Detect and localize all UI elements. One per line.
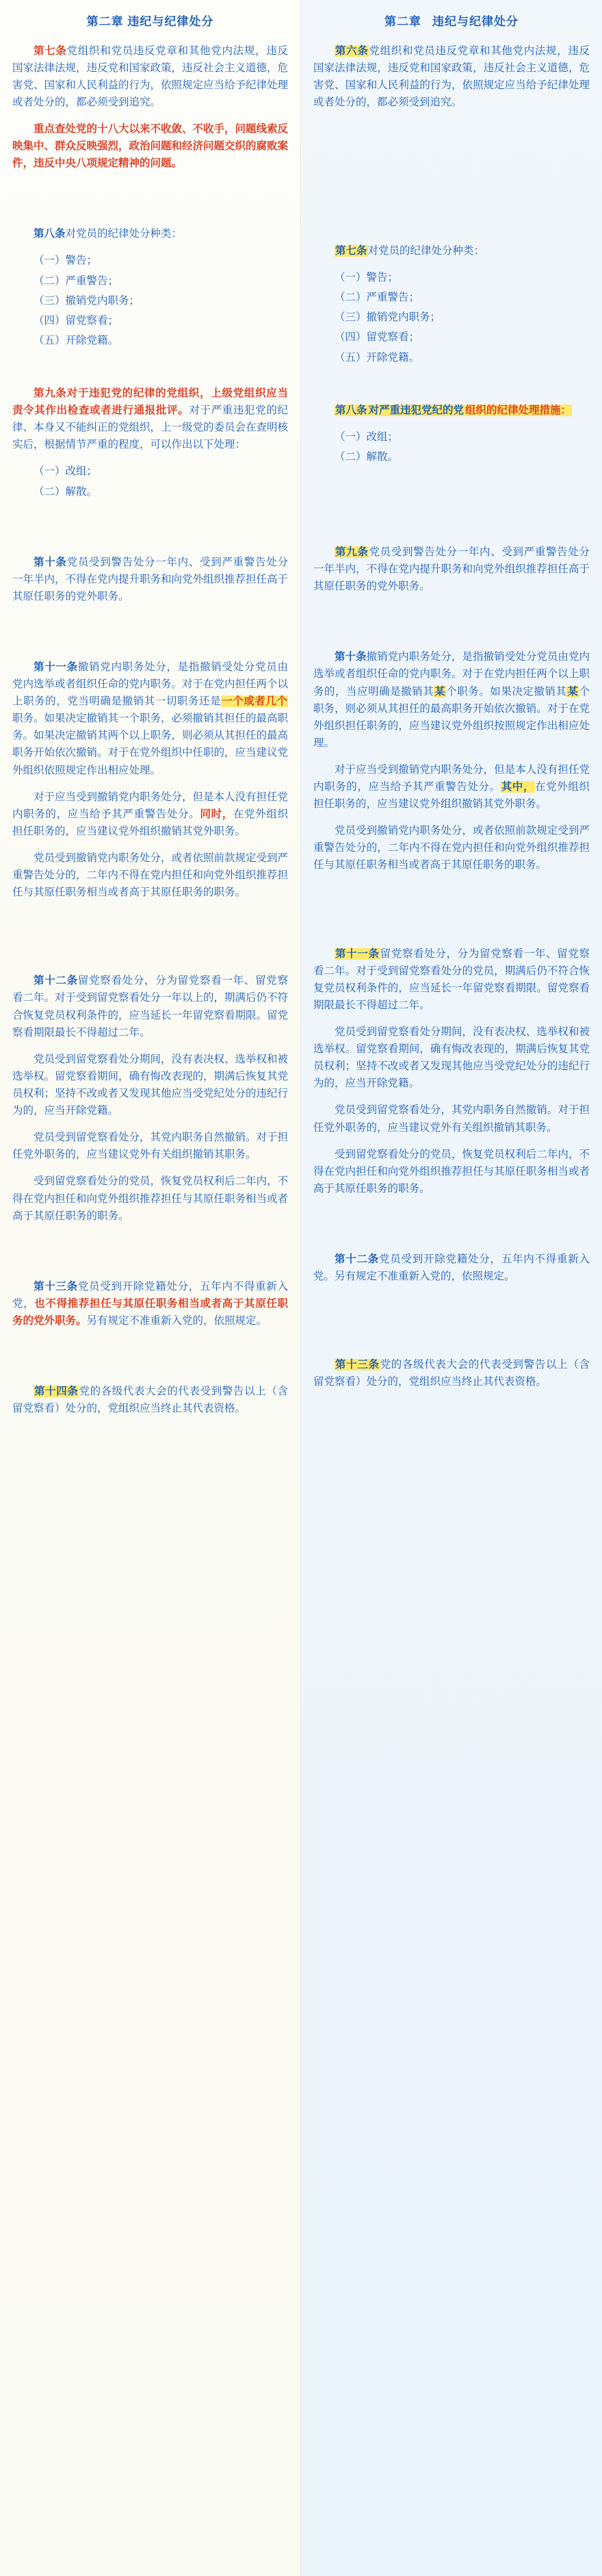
article-body: 党员受到警告处分一年内、受到严重警告处分一年半内，不得在党内提升职务和向党外组织推荐担任高于其原任职务的党外职务。 [12,556,289,602]
spacer [313,129,590,164]
article-body-b: 另有规定不准重新入党的，依照规定。 [86,1315,267,1327]
article-block-left-14 [12,1383,288,1417]
spacer [12,1347,288,1383]
article-body: 对于严重违犯党的纪律、本身又不能纠正的党组织，上一级党的委员会在查明核实后，根据情节严重的程度，可以作出以下处理： [12,405,289,451]
article-body: 党的各级代表大会的代表受到警告以上（含留党察看）处分的，党组织应当终止其代表资格。 [313,1359,590,1388]
article-right-6 [313,42,590,111]
article-right-11-p2: 党员受到留党察看处分期间，没有表决权、选举权和被选举权。留党察看期间，确有悔改表现的，期满后恢复其党员权利；坚持不改或者又发现其他应当受党纪处分的违纪行为的，应当开除党籍。 [313,1026,590,1090]
article-left-11-p3: 党员受到撤销党内职务处分，或者依照前款规定受到严重警告处分的，二年内不得在党内担任和向党外组织推荐担任与其原任职务相当或者高于其原任职务的职务。 [12,852,289,899]
chapter-label: 第二章 [384,15,421,28]
spacer [313,200,590,235]
article-left-10 [12,554,288,605]
article-body-a: 撤销党内职务处分，是指撤销受处分党员由党内选举或者组织任命的党内职务。对于在党内担任两个以上职务的，党当明确是撤销其一切职务还是 [12,661,289,708]
list-item: （二）解散。 [335,450,399,463]
article-number-highlight: 第八条 [335,404,367,416]
article-lead-a: 对严重违犯党纪的党 [368,404,464,416]
article-block-right-13 [313,1356,590,1390]
article-body-b: 在党外组织担任职务的，应当建议党外组织撤销其党外职务。 [313,781,590,811]
spacer [313,928,590,945]
list-item: （一）警告； [335,272,399,284]
right-column [301,0,602,2576]
article-lead-highlight: 组织的纪律处理措施： [465,404,572,416]
article-number-highlight: 第十三条 [335,1359,380,1371]
article-right-11-p1 [313,945,590,1014]
article-block-right-6 [313,42,590,111]
article-body-a: 对于应当受到撤销党内职务处分，但是本人没有担任党内职务的，应当给予其严重警告处分。 [313,763,590,793]
article-block-left-12 [12,972,288,1224]
article-body: 留党察看处分，分为留党察看一年、留党察看二年。对于受到留党察看处分的党员，期满后仍不符合恢复党员权利条件的，应当延长一年留党察看期限。留党察看期限最长不得超过二年。 [313,947,590,1011]
article-body-a: 对于应当受到撤销党内职务处分，但是本人没有担任党内职务的，应当给予其严重警告处分。 [12,791,289,820]
article-body-b: 个职务。如果决定撤销其 [446,685,567,698]
list-item: （一）警告； [34,255,98,267]
article-body-emphasis: 对于违犯党的纪律的党组织，上级党组织应当责令其作出检查或者进行通报批评。 [12,387,288,417]
list-item: （一）改组； [335,431,399,443]
article-left-12-p1 [12,972,288,1041]
list-item: （一）改组； [34,466,98,478]
article-left-13 [12,1278,288,1329]
article-left-12-p3: 党员受到留党察看处分，其党内职务自然撤销。对于担任党外职务的，应当建议党外有关组织撤销其职务。 [12,1132,289,1161]
article-number-highlight: 第十一条 [335,947,380,960]
list-item: （三）撤销党内职务； [335,311,441,324]
article-number: 第八条 [34,228,66,240]
article-body-b: 在党外组织担任职务的，应当建议党外组织撤销其党外职务。 [12,808,288,837]
article-number: 第十二条 [335,1253,379,1266]
article-right-13 [313,1356,590,1390]
highlight-span: 某 [567,685,579,698]
article-right-11-p4: 受到留党察看处分的党员，恢复党员权利后二年内，不得在党内担任和向党外组织推荐担任与其原任职务相当或者高于其原任职务的职务。 [313,1148,590,1195]
spacer [313,892,590,928]
spacer [12,954,288,972]
article-block-right-8 [313,402,590,466]
list-item: （二）严重警告； [335,292,420,304]
article-right-10-p1 [313,648,590,752]
highlight-red: 同时， [200,808,233,820]
article-right-10-p2 [313,761,590,813]
article-number: 第十条 [335,651,367,663]
chapter-title-right [313,12,590,31]
list-item: （四）留党察看； [335,331,420,344]
article-number-highlight: 第九条 [335,546,369,558]
article-body: 党组织和党员违反党章和其他党内法规，违反国家法律法规，违反党和国家政策，违反社会主义道德，危害党、国家和人民利益的行为，依照规定应当给予纪律处理或者处分的，都必须受到追究。 [313,44,590,108]
article-block-right-10 [313,648,590,873]
article-body: 党员受到开除党籍处分，五年内不得重新入党。另有规定不准重新入党的，依照规定。 [313,1253,590,1283]
article-block-left-11 [12,659,288,901]
spacer [313,384,590,402]
article-left-12-p4: 受到留党察看处分的党员，恢复党员权利后二年内，不得在党内担任和向党外组织推荐担任与其原任职务相当或者高于其原任职务的职务。 [12,1175,289,1222]
spacer [313,1215,590,1251]
article-body-a: 撤销党内职务处分，是指撤销受处分党员由党内选举或者组织任命的党内职务。对于在党内担任两个以上职务的，当应明确是撤销其 [313,651,590,698]
spacer [12,190,288,225]
article-number-highlight: 第六条 [335,44,369,57]
article-number: 第十条 [34,556,67,568]
article-left-7-emphasis: 重点查处党的十八大以来不收敛、不收手，问题线索反映集中、群众反映强烈，政治问题和经济问题交织的腐败案件，违反中央八项规定精神的问题。 [12,123,289,170]
spacer [313,519,590,537]
spacer [12,518,288,554]
spacer [313,235,590,242]
article-right-7 [313,242,590,259]
spacer [12,1242,288,1278]
article-right-12 [313,1251,590,1285]
article-block-right-11 [313,945,590,1197]
article-body: 留党察看处分，分为留党察看一年、留党察看二年。对于受到留党察看处分一年以上的，期满后仍不符合恢复党员权利条件的，应当延长一年留党察看期限。留党察看期限最长不得超过二年。 [12,975,289,1038]
list-item: （四）留党察看； [34,314,119,327]
article-number-highlight: 第十四条 [34,1386,79,1398]
article-lead: 对党员的纪律处分种类： [367,244,485,257]
article-right-9 [313,544,590,595]
chapter-title-left: 第二章 违纪与纪律处分 [86,15,214,28]
article-left-9 [12,385,288,453]
article-right-10-p3: 党员受到撤销党内职务处分，或者依照前款规定受到严重警告处分的，二年内不得在党内担任和向党外组织推荐担任与其原任职务相当或者高于其原任职务的职务。 [313,825,590,871]
article-number: 第九条 [34,387,67,399]
article-block-left-10 [12,554,288,605]
article-left-11-p1 [12,659,288,779]
spacer [12,623,288,659]
article-body: 党的各级代表大会的代表受到警告以上（含留党察看）处分的，党组织应当终止其代表资格。 [12,1386,288,1415]
article-body-a: 党员受到开除党籍处分，五年内不得重新入党， [12,1280,288,1310]
article-block-left-7 [12,42,288,173]
spacer [313,613,590,648]
article-block-right-12 [313,1251,590,1285]
list-item: （五）开除党籍。 [34,334,119,346]
article-right-8 [313,402,590,419]
article-block-left-8 [12,225,288,349]
spacer [12,919,288,954]
list-item: （三）撤销党内职务； [34,294,140,307]
article-left-12-p2: 党员受到留党察看处分期间，没有表决权、选举权和被选举权。留党察看期间，确有悔改表现的，期满后恢复其党员权利；坚持不改或者又发现其他应当受党纪处分的违纪行为的，应当开除党籍。 [12,1053,289,1117]
list-item: （二）严重警告； [34,275,119,287]
article-body: 党组织和党员违反党章和其他党内法规，违反国家法律法规，违反党和国家政策，违反社会主义道德，危害党、国家和人民利益的行为，依照规定应当给予纪律处理或者处分的，都必须受到追究。 [12,44,289,108]
spacer [12,367,288,385]
article-block-right-7 [313,242,590,366]
article-body: 党员受到警告处分一年内、受到严重警告处分一年半内，不得在党内提升职务和向党外组织推荐担任高于其原任职务的党外职务。 [313,546,590,593]
article-lead: 对党员的纪律处分种类： [65,228,183,240]
article-number: 第十一条 [34,661,78,673]
list-item: （二）解散。 [34,485,98,498]
spacer [313,483,590,519]
spacer [313,1338,590,1356]
spacer [313,164,590,200]
article-block-right-9 [313,544,590,595]
article-block-left-9 [12,385,288,500]
article-left-8 [12,225,288,242]
article-number: 第十二条 [34,975,78,987]
article-body-c: 个职务，则必须从其担任的最高职务开始依次撤销。对于在党外组织担任职务的，应当建议党外组织按照规定作出相应处理。 [313,685,590,749]
spacer [313,1303,590,1338]
article-block-left-13 [12,1278,288,1329]
chapter-name: 违纪与纪律处分 [432,15,519,28]
list-item: （五）开除党籍。 [335,351,420,364]
highlight-span: 一个或者几个 [222,696,287,708]
highlight-span: 某 [434,685,446,698]
article-number: 第十三条 [34,1280,78,1292]
article-left-14 [12,1383,288,1417]
article-left-7 [12,42,288,111]
article-body-b: 职务。如果决定撤销其一个职务，必须撤销其担任的最高职务。如果决定撤销其两个以上职务，则必须从其担任的最高职务开始依次撤销。对于在党外组织中任职的，应当建议党外组织依照规定作出相应处理。 [12,713,289,776]
article-number: 第七条 [34,44,67,57]
article-body-emphasis: 也不得推荐担任与其原任职务相当或者高于其原任职务的党外职务。 [12,1297,288,1327]
spacer [313,537,590,544]
article-left-11-p2 [12,789,288,840]
article-number-highlight: 第七条 [335,244,367,257]
highlight-span: 其中， [501,781,535,793]
article-right-11-p3: 党员受到留党察看处分，其党内职务自然撤销。对于担任党外职务的，应当建议党外有关组织撤销其职务。 [313,1104,590,1134]
